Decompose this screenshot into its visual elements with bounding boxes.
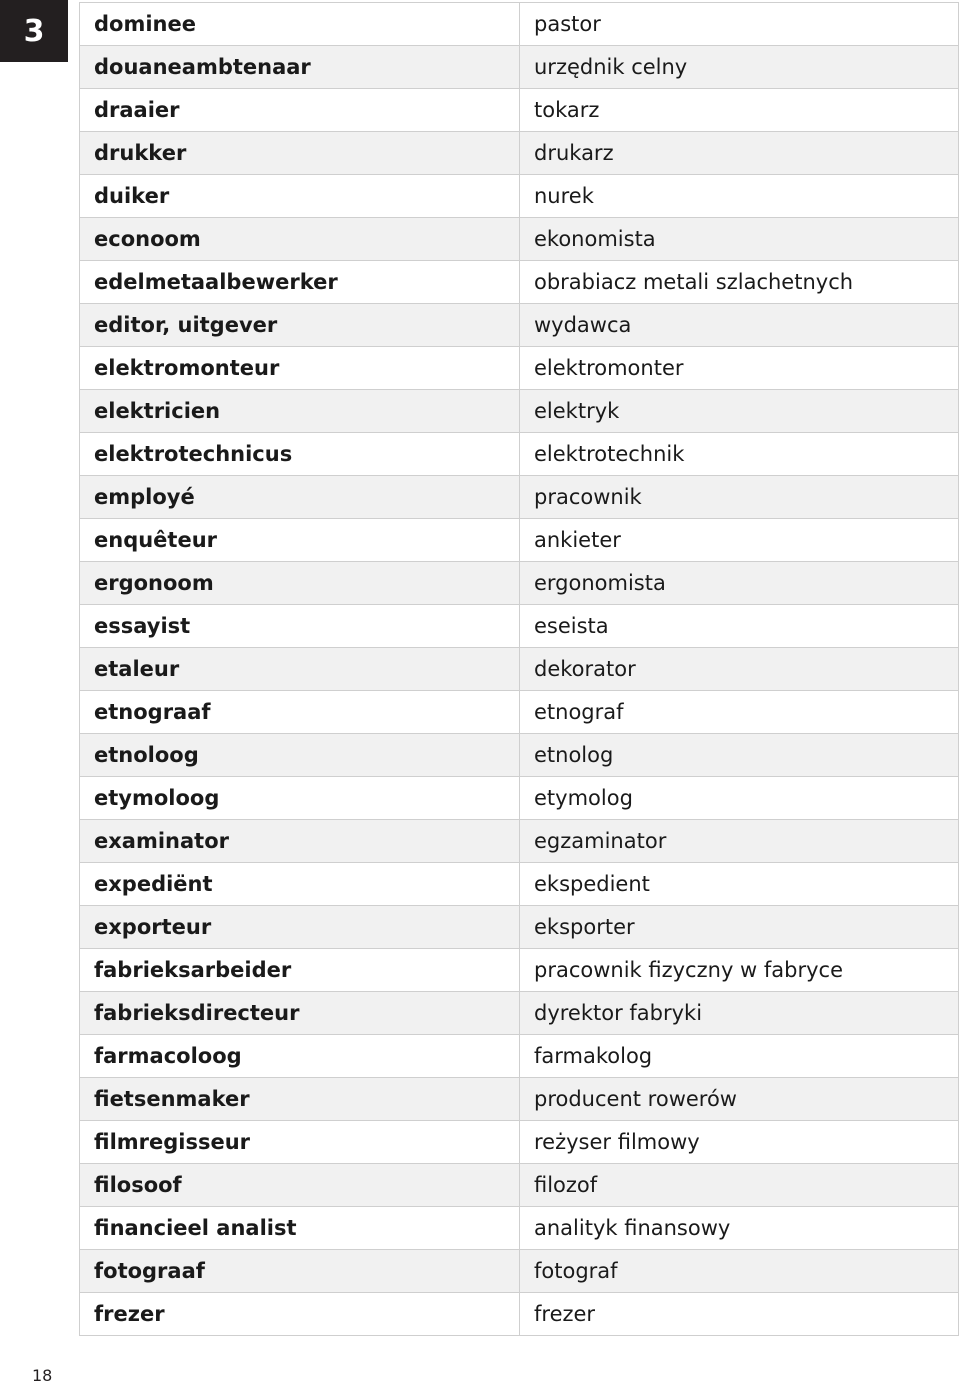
table-row [80, 734, 959, 777]
table-row [80, 1207, 959, 1250]
polish-translation: ekonomista [520, 218, 959, 261]
polish-translation: elektromonter [520, 347, 959, 390]
vocabulary-table [79, 2, 959, 1336]
dutch-term: elektromonteur [80, 347, 520, 390]
table-row [80, 304, 959, 347]
dutch-term: expediënt [80, 863, 520, 906]
vocabulary-table-body [80, 3, 959, 1336]
polish-translation: etnograf [520, 691, 959, 734]
dutch-term: financieel analist [80, 1207, 520, 1250]
dutch-term: ergonoom [80, 562, 520, 605]
dutch-term: elektricien [80, 390, 520, 433]
dutch-term: frezer [80, 1293, 520, 1336]
polish-translation: elektrotechnik [520, 433, 959, 476]
dutch-term: edelmetaalbewerker [80, 261, 520, 304]
dutch-term: douaneambtenaar [80, 46, 520, 89]
dutch-term: duiker [80, 175, 520, 218]
polish-translation: producent rowerów [520, 1078, 959, 1121]
polish-translation: wydawca [520, 304, 959, 347]
table-row [80, 992, 959, 1035]
polish-translation: dyrektor fabryki [520, 992, 959, 1035]
table-row [80, 691, 959, 734]
dutch-term: fietsenmaker [80, 1078, 520, 1121]
table-row [80, 605, 959, 648]
polish-translation: farmakolog [520, 1035, 959, 1078]
table-row [80, 390, 959, 433]
polish-translation: dekorator [520, 648, 959, 691]
table-row [80, 820, 959, 863]
table-row [80, 562, 959, 605]
table-row [80, 1164, 959, 1207]
dutch-term: fotograaf [80, 1250, 520, 1293]
table-row [80, 1035, 959, 1078]
polish-translation: pastor [520, 3, 959, 46]
dutch-term: drukker [80, 132, 520, 175]
page-number: 18 [32, 1366, 53, 1385]
table-row [80, 906, 959, 949]
dutch-term: employé [80, 476, 520, 519]
dutch-term: filosoof [80, 1164, 520, 1207]
dutch-term: fabrieksdirecteur [80, 992, 520, 1035]
table-row [80, 648, 959, 691]
table-row [80, 218, 959, 261]
polish-translation: pracownik [520, 476, 959, 519]
table-row [80, 1250, 959, 1293]
table-row [80, 1078, 959, 1121]
dutch-term: econoom [80, 218, 520, 261]
polish-translation: eksporter [520, 906, 959, 949]
table-row [80, 3, 959, 46]
dutch-term: dominee [80, 3, 520, 46]
table-row [80, 1121, 959, 1164]
polish-translation: tokarz [520, 89, 959, 132]
dutch-term: filmregisseur [80, 1121, 520, 1164]
polish-translation: eseista [520, 605, 959, 648]
dutch-term: examinator [80, 820, 520, 863]
polish-translation: ekspedient [520, 863, 959, 906]
polish-translation: filozof [520, 1164, 959, 1207]
dutch-term: fabrieksarbeider [80, 949, 520, 992]
dutch-term: farmacoloog [80, 1035, 520, 1078]
dutch-term: etymoloog [80, 777, 520, 820]
table-row [80, 46, 959, 89]
polish-translation: ergonomista [520, 562, 959, 605]
chapter-number-tab: 3 [0, 0, 68, 62]
table-row [80, 89, 959, 132]
dutch-term: etnoloog [80, 734, 520, 777]
table-row [80, 1293, 959, 1336]
dutch-term: draaier [80, 89, 520, 132]
polish-translation: ankieter [520, 519, 959, 562]
polish-translation: egzaminator [520, 820, 959, 863]
dutch-term: enquêteur [80, 519, 520, 562]
dutch-term: editor, uitgever [80, 304, 520, 347]
table-row [80, 433, 959, 476]
polish-translation: etymolog [520, 777, 959, 820]
polish-translation: reżyser filmowy [520, 1121, 959, 1164]
table-row [80, 863, 959, 906]
dutch-term: etaleur [80, 648, 520, 691]
polish-translation: drukarz [520, 132, 959, 175]
polish-translation: frezer [520, 1293, 959, 1336]
table-row [80, 777, 959, 820]
polish-translation: obrabiacz metali szlachetnych [520, 261, 959, 304]
dutch-term: essayist [80, 605, 520, 648]
dutch-term: elektrotechnicus [80, 433, 520, 476]
polish-translation: analityk finansowy [520, 1207, 959, 1250]
table-row [80, 261, 959, 304]
dutch-term: exporteur [80, 906, 520, 949]
table-row [80, 519, 959, 562]
polish-translation: urzędnik celny [520, 46, 959, 89]
polish-translation: pracownik fizyczny w fabryce [520, 949, 959, 992]
polish-translation: etnolog [520, 734, 959, 777]
table-row [80, 347, 959, 390]
polish-translation: nurek [520, 175, 959, 218]
polish-translation: elektryk [520, 390, 959, 433]
table-row [80, 175, 959, 218]
table-row [80, 949, 959, 992]
polish-translation: fotograf [520, 1250, 959, 1293]
table-row [80, 476, 959, 519]
dutch-term: etnograaf [80, 691, 520, 734]
table-row [80, 132, 959, 175]
